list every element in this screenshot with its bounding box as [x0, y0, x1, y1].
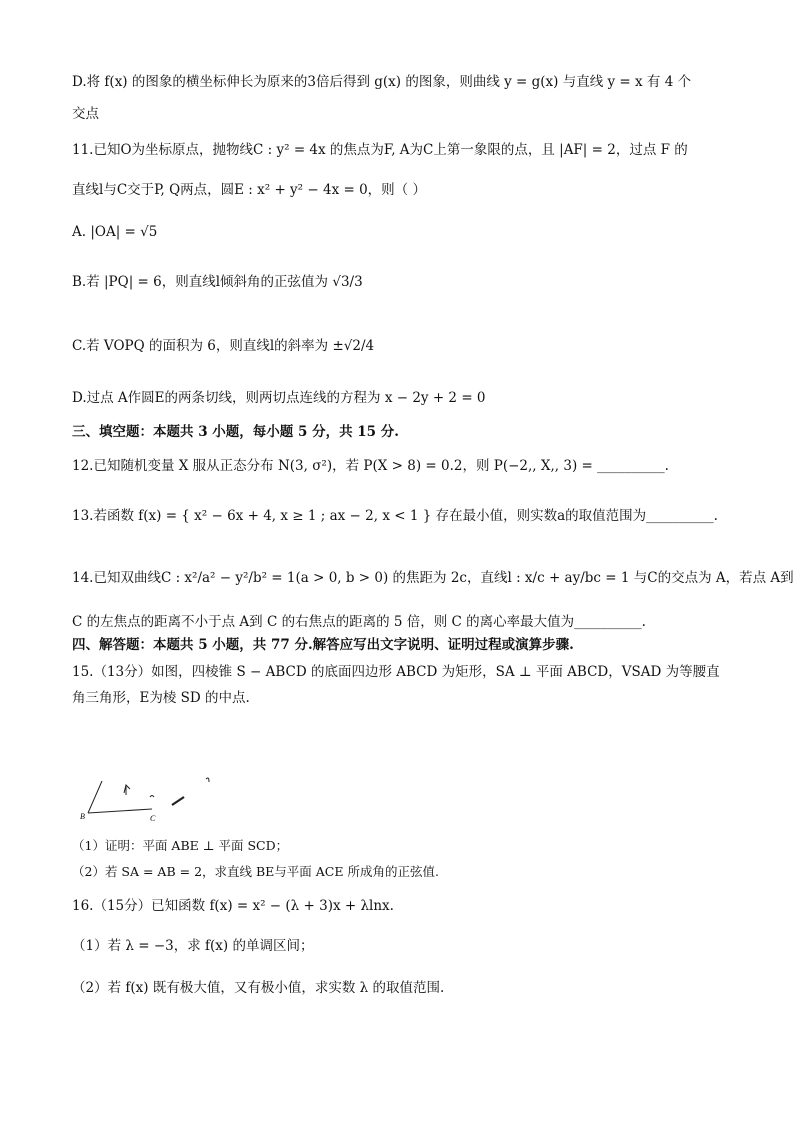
question-11-option-d: D.过点 A作圆E的两条切线，则两切点连线的方程为 x − 2y + 2 = 0 [72, 390, 486, 406]
question-14-line1: 14.已知双曲线C : x²/a² − y²/b² = 1(a > 0, b > 0) 的焦距为 2c，直线l : x/c + ay/bc = 1 与C的交点为 A，若点 A到 [72, 570, 794, 586]
figure-label-b: B [80, 812, 85, 821]
question-11-option-c: C.若 VOPQ 的面积为 6，则直线l的斜率为 ±√2/4 [72, 338, 375, 354]
pyramid-figure [80, 765, 240, 825]
question-14-line2: C 的左焦点的距离不小于点 A到 C 的右焦点的距离的 5 倍，则 C 的离心率最大值为__________. [72, 614, 646, 630]
question-15-part1: （1）证明：平面 ABE ⊥ 平面 SCD； [72, 838, 289, 853]
question-16-part1: （1）若 λ = −3，求 f(x) 的单调区间； [72, 938, 314, 954]
figure-small-mark-1 [150, 796, 154, 798]
section-3-heading: 三、填空题：本题共 3 小题，每小题 5 分，共 15 分. [72, 424, 399, 440]
question-11-option-a: A. |OA| = √5 [72, 224, 158, 240]
question-15-line2: 角三角形，E为棱 SD 的中点. [72, 690, 250, 706]
figure-small-mark-2 [206, 778, 209, 782]
question-11-option-b: B.若 |PQ| = 6，则直线l倾斜角的正弦值为 √3/3 [72, 274, 363, 290]
option-10d-line2: 交点 [72, 106, 99, 122]
question-13: 13.若函数 f(x) = { x² − 6x + 4, x ≥ 1 ; ax − 2, x < 1 } 存在最小值，则实数a的取值范围为__________. [72, 508, 718, 524]
question-16: 16.（15分）已知函数 f(x) = x² − (λ + 3)x + λlnx. [72, 898, 394, 914]
question-15-part2: （2）若 SA = AB = 2，求直线 BE与平面 ACE 所成角的正弦值. [72, 864, 439, 879]
question-15-line1: 15.（13分）如图，四棱锥 S − ABCD 的底面四边形 ABCD 为矩形，SA ⊥ 平面 ABCD，VSAD 为等腰直 [72, 664, 720, 680]
figure-edge-b-c [88, 809, 152, 813]
question-11-stem2: 直线l与C交于P, Q两点，圆E : x² + y² − 4x = 0，则（ ） [72, 182, 426, 198]
figure-arrow-mark [124, 785, 130, 795]
option-10d-line1: D.将 f(x) 的图象的横坐标伸长为原来的3倍后得到 g(x) 的图象，则曲线 y = g(x) 与直线 y = x 有 4 个 [72, 74, 692, 90]
section-4-heading: 四、解答题：本题共 5 小题，共 77 分.解答应写出文字说明、证明过程或演算步骤. [72, 637, 574, 653]
figure-edge-c-right [172, 797, 184, 805]
question-11-stem1: 11.已知O为坐标原点，抛物线C : y² = 4x 的焦点为F, A为C上第一象限的点，且 |AF| = 2，过点 F 的 [72, 142, 688, 158]
figure-label-c: C [150, 814, 156, 823]
question-16-part2: （2）若 f(x) 既有极大值，又有极小值，求实数 λ 的取值范围. [72, 980, 445, 996]
question-12: 12.已知随机变量 X 服从正态分布 N(3, σ²)，若 P(X > 8) = 0.2，则 P(−2,, X,, 3) = __________. [72, 458, 669, 474]
figure-edge-b-top [88, 781, 102, 813]
